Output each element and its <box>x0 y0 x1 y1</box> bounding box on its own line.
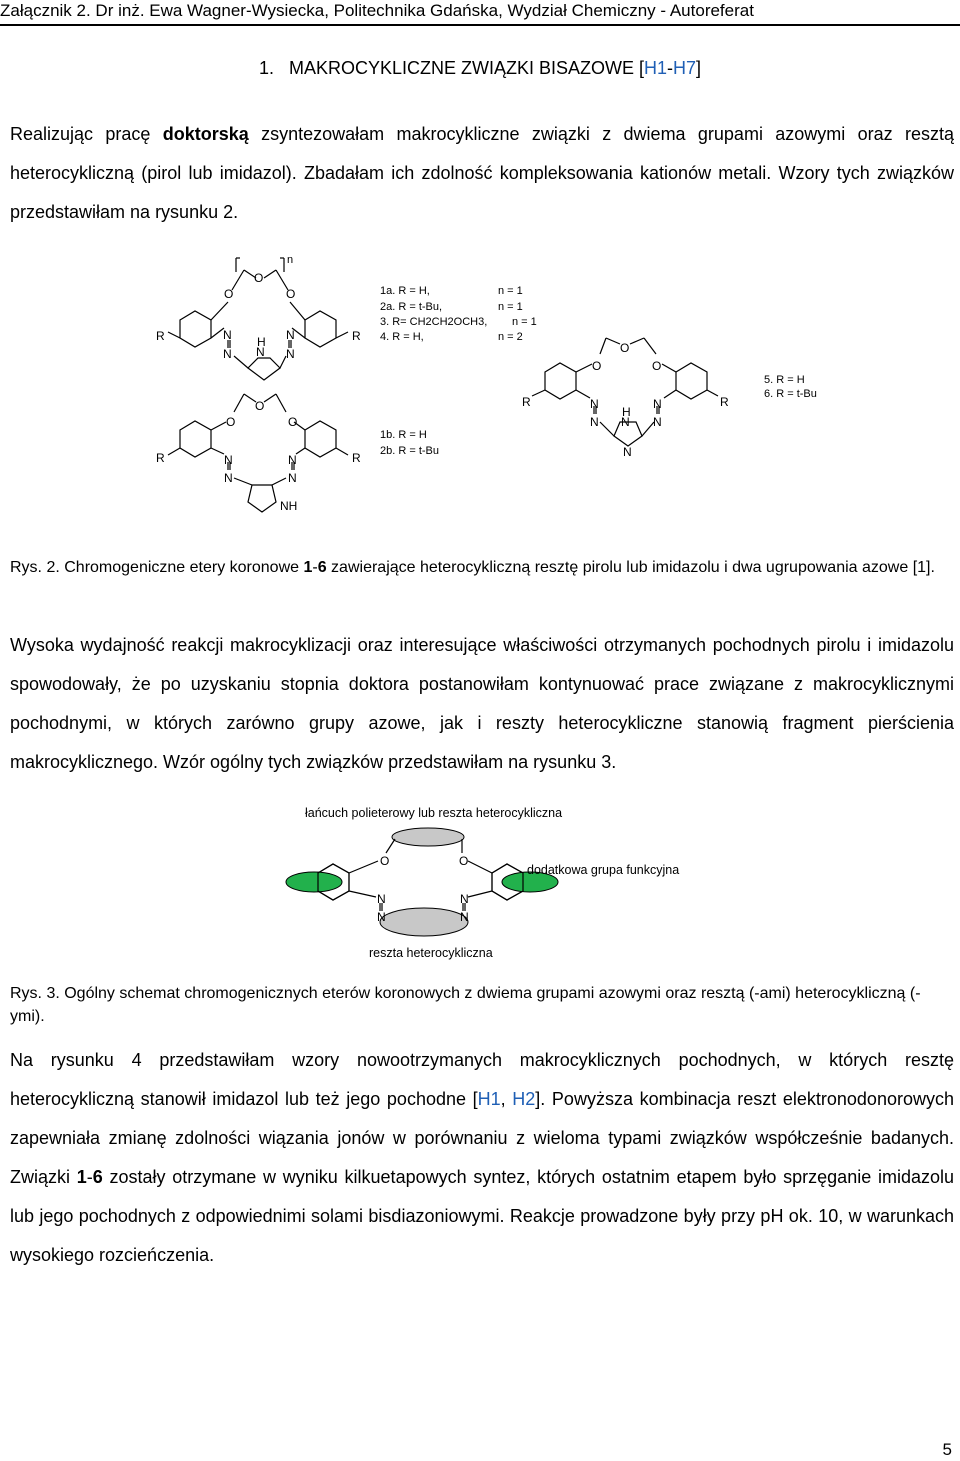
svg-text:H: H <box>257 335 266 349</box>
svg-text:N: N <box>653 397 662 411</box>
caption2-dash: - <box>312 559 318 576</box>
labels-1a-4 <box>380 285 537 457</box>
svg-text:N: N <box>286 347 295 361</box>
ref-h1-b[interactable]: H1 <box>477 1089 501 1109</box>
n-4: n = 2 <box>498 331 523 343</box>
caption2-b2: 6 <box>317 559 327 576</box>
svg-text:O: O <box>288 415 298 429</box>
svg-text:N: N <box>224 453 233 467</box>
caption2-pre: Rys. 2. Chromogeniczne etery koronowe <box>10 559 304 576</box>
para3-t1: Na rysunku 4 przedstawiłam wzory nowootrzymanych makrocyklicznych pochodnych, w których resztę heterocykliczną stanowił imidazol lub też jego pochodne [ <box>10 1050 954 1109</box>
svg-text:N: N <box>460 892 469 906</box>
heterocycle-ellipse <box>380 908 468 936</box>
svg-text:N: N <box>223 347 232 361</box>
svg-text:O: O <box>224 287 234 301</box>
svg-text:n: n <box>287 254 294 266</box>
para3-t4: - <box>86 1167 93 1187</box>
paragraph-continuation: Wysoka wydajność reakcji makrocyklizacji oraz interesujące właściwości otrzymanych pochodnych pirolu i imidazolu spowodowały, że po uzyskaniu stopnia doktora postanowiłam kontynuować prace związane z makrocyklicznymi pochodnymi, w których zarówno grupy azowe, jak i reszty heterocykliczne stanowią fragment pierścienia makrocyklicznego. Wzór ogólny tych związków przedstawiłam na rysunku 3. <box>10 635 954 772</box>
label-polyether-chain: łańcuch polieterowy lub reszta heterocykliczna <box>305 806 563 820</box>
label-5: 5. R = H <box>764 374 805 386</box>
svg-text:R: R <box>522 395 531 409</box>
svg-text:H: H <box>622 405 631 419</box>
left-functional-group <box>286 872 342 892</box>
svg-text:O: O <box>592 359 602 373</box>
paragraph-intro <box>10 115 954 232</box>
svg-text:R: R <box>352 329 361 343</box>
svg-text:N: N <box>653 415 662 429</box>
structure-5-6-text <box>522 341 729 459</box>
svg-text:N: N <box>288 453 297 467</box>
label-6: 6. R = t-Bu <box>764 388 817 400</box>
header-text: Załącznik 2. Dr inż. Ewa Wagner-Wysiecka, Politechnika Gdańska, Wydział Chemiczny - Autoreferat <box>0 1 754 20</box>
section-title <box>0 58 960 79</box>
svg-text:O: O <box>226 415 236 429</box>
ref-h2[interactable]: H2 <box>512 1089 536 1109</box>
svg-text:N: N <box>223 328 232 342</box>
ref-close: ] <box>696 58 702 78</box>
label-heterocyclic-residue: reszta heterocykliczna <box>369 946 493 960</box>
page-header <box>0 0 960 26</box>
n-3: n = 1 <box>512 316 537 328</box>
structure-1b-2b-text <box>156 399 361 513</box>
svg-text:O: O <box>255 399 265 413</box>
page-number: 5 <box>942 1440 952 1459</box>
section-number: 1. <box>258 58 274 78</box>
caption2-b1: 1 <box>303 559 313 576</box>
svg-text:N: N <box>286 328 295 342</box>
para1-bold: doktorską <box>162 124 249 144</box>
svg-text:N: N <box>288 471 297 485</box>
label-2a: 2a. R = t-Bu, <box>380 301 443 313</box>
label-3: 3. R= CH2CH2OCH3, <box>380 316 488 328</box>
ref-dash: - <box>667 58 674 78</box>
svg-text:N: N <box>460 910 469 924</box>
para3-b2: 6 <box>92 1167 103 1187</box>
svg-text:NH: NH <box>280 499 298 513</box>
ref-h1[interactable]: H1 <box>644 58 668 78</box>
n-1a: n = 1 <box>498 285 523 297</box>
para3-t5: zostały otrzymane w wyniku kilkuetapowych syntez, których ostatnim etapem było sprzęganie imidazolu lub jego pochodnych z odpowiednimi solami bisdiazoniowymi. Reakcje prowadzone były przy pH ok. 10, w warunkach wysokiego rozcieńczenia. <box>10 1167 954 1265</box>
svg-text:N: N <box>623 445 632 459</box>
label-1b: 1b. R = H <box>380 429 427 441</box>
svg-text:N: N <box>377 910 386 924</box>
ref-h7[interactable]: H7 <box>673 58 697 78</box>
svg-text:N: N <box>224 471 233 485</box>
svg-text:O: O <box>459 854 469 868</box>
label-functional-group: dodatkowa grupa funkcyjna <box>527 863 680 877</box>
caption2-post: zawierające heterocykliczną resztę pirolu lub imidazolu i dwa ugrupowania azowe [1]. <box>326 559 935 576</box>
svg-text:R: R <box>156 329 165 343</box>
svg-text:N: N <box>256 345 265 359</box>
para3-t3: ]. Powyższa kombinacja reszt elektronodonorowych zapewniała zmianę zdolności wiązania jonów w porównaniu z wieloma typami związków współcześnie badanych. Związki <box>10 1089 954 1187</box>
svg-text:O: O <box>652 359 662 373</box>
para1-post: zsyntezowałam makrocykliczne związki z dwiema grupami azowymi oraz resztą heterocykliczną (pirol lub imidazol). Zbadałam ich zdolność kompleksowania kationów metali. Wzory tych związków przedstawiłam na rysunku 2. <box>10 124 954 222</box>
svg-text:R: R <box>352 451 361 465</box>
svg-text:N: N <box>590 415 599 429</box>
structure-1a-4-text <box>156 254 361 361</box>
svg-text:O: O <box>286 287 296 301</box>
figure-3-scheme <box>0 795 960 975</box>
label-2b: 2b. R = t-Bu <box>380 445 440 457</box>
caption-figure-2 <box>10 556 954 579</box>
svg-text:N: N <box>590 397 599 411</box>
svg-text:N: N <box>621 415 630 429</box>
labels-5-6 <box>764 374 817 400</box>
n-2a: n = 1 <box>498 301 523 313</box>
para3-t2: , <box>500 1089 513 1109</box>
svg-text:O: O <box>620 341 630 355</box>
caption-figure-3: Rys. 3. Ogólny schemat chromogenicznych eterów koronowych z dwiema grupami azowymi oraz resztą (-ami) heterocykliczną (-ymi). <box>10 985 921 1025</box>
para3-b1: 1 <box>76 1167 87 1187</box>
svg-text:O: O <box>380 854 390 868</box>
svg-text:N: N <box>377 892 386 906</box>
polyether-ellipse <box>392 828 464 846</box>
label-4: 4. R = H, <box>380 331 424 343</box>
label-1a: 1a. R = H, <box>380 285 430 297</box>
svg-text:R: R <box>720 395 729 409</box>
svg-text:R: R <box>156 451 165 465</box>
para1-pre: Realizując pracę <box>10 124 163 144</box>
section-title-text: MAKROCYKLICZNE ZWIĄZKI BISAZOWE [ <box>288 58 645 78</box>
paragraph-figure-4 <box>10 1041 954 1275</box>
svg-text:O: O <box>254 271 264 285</box>
figure-2-structures <box>0 240 960 540</box>
